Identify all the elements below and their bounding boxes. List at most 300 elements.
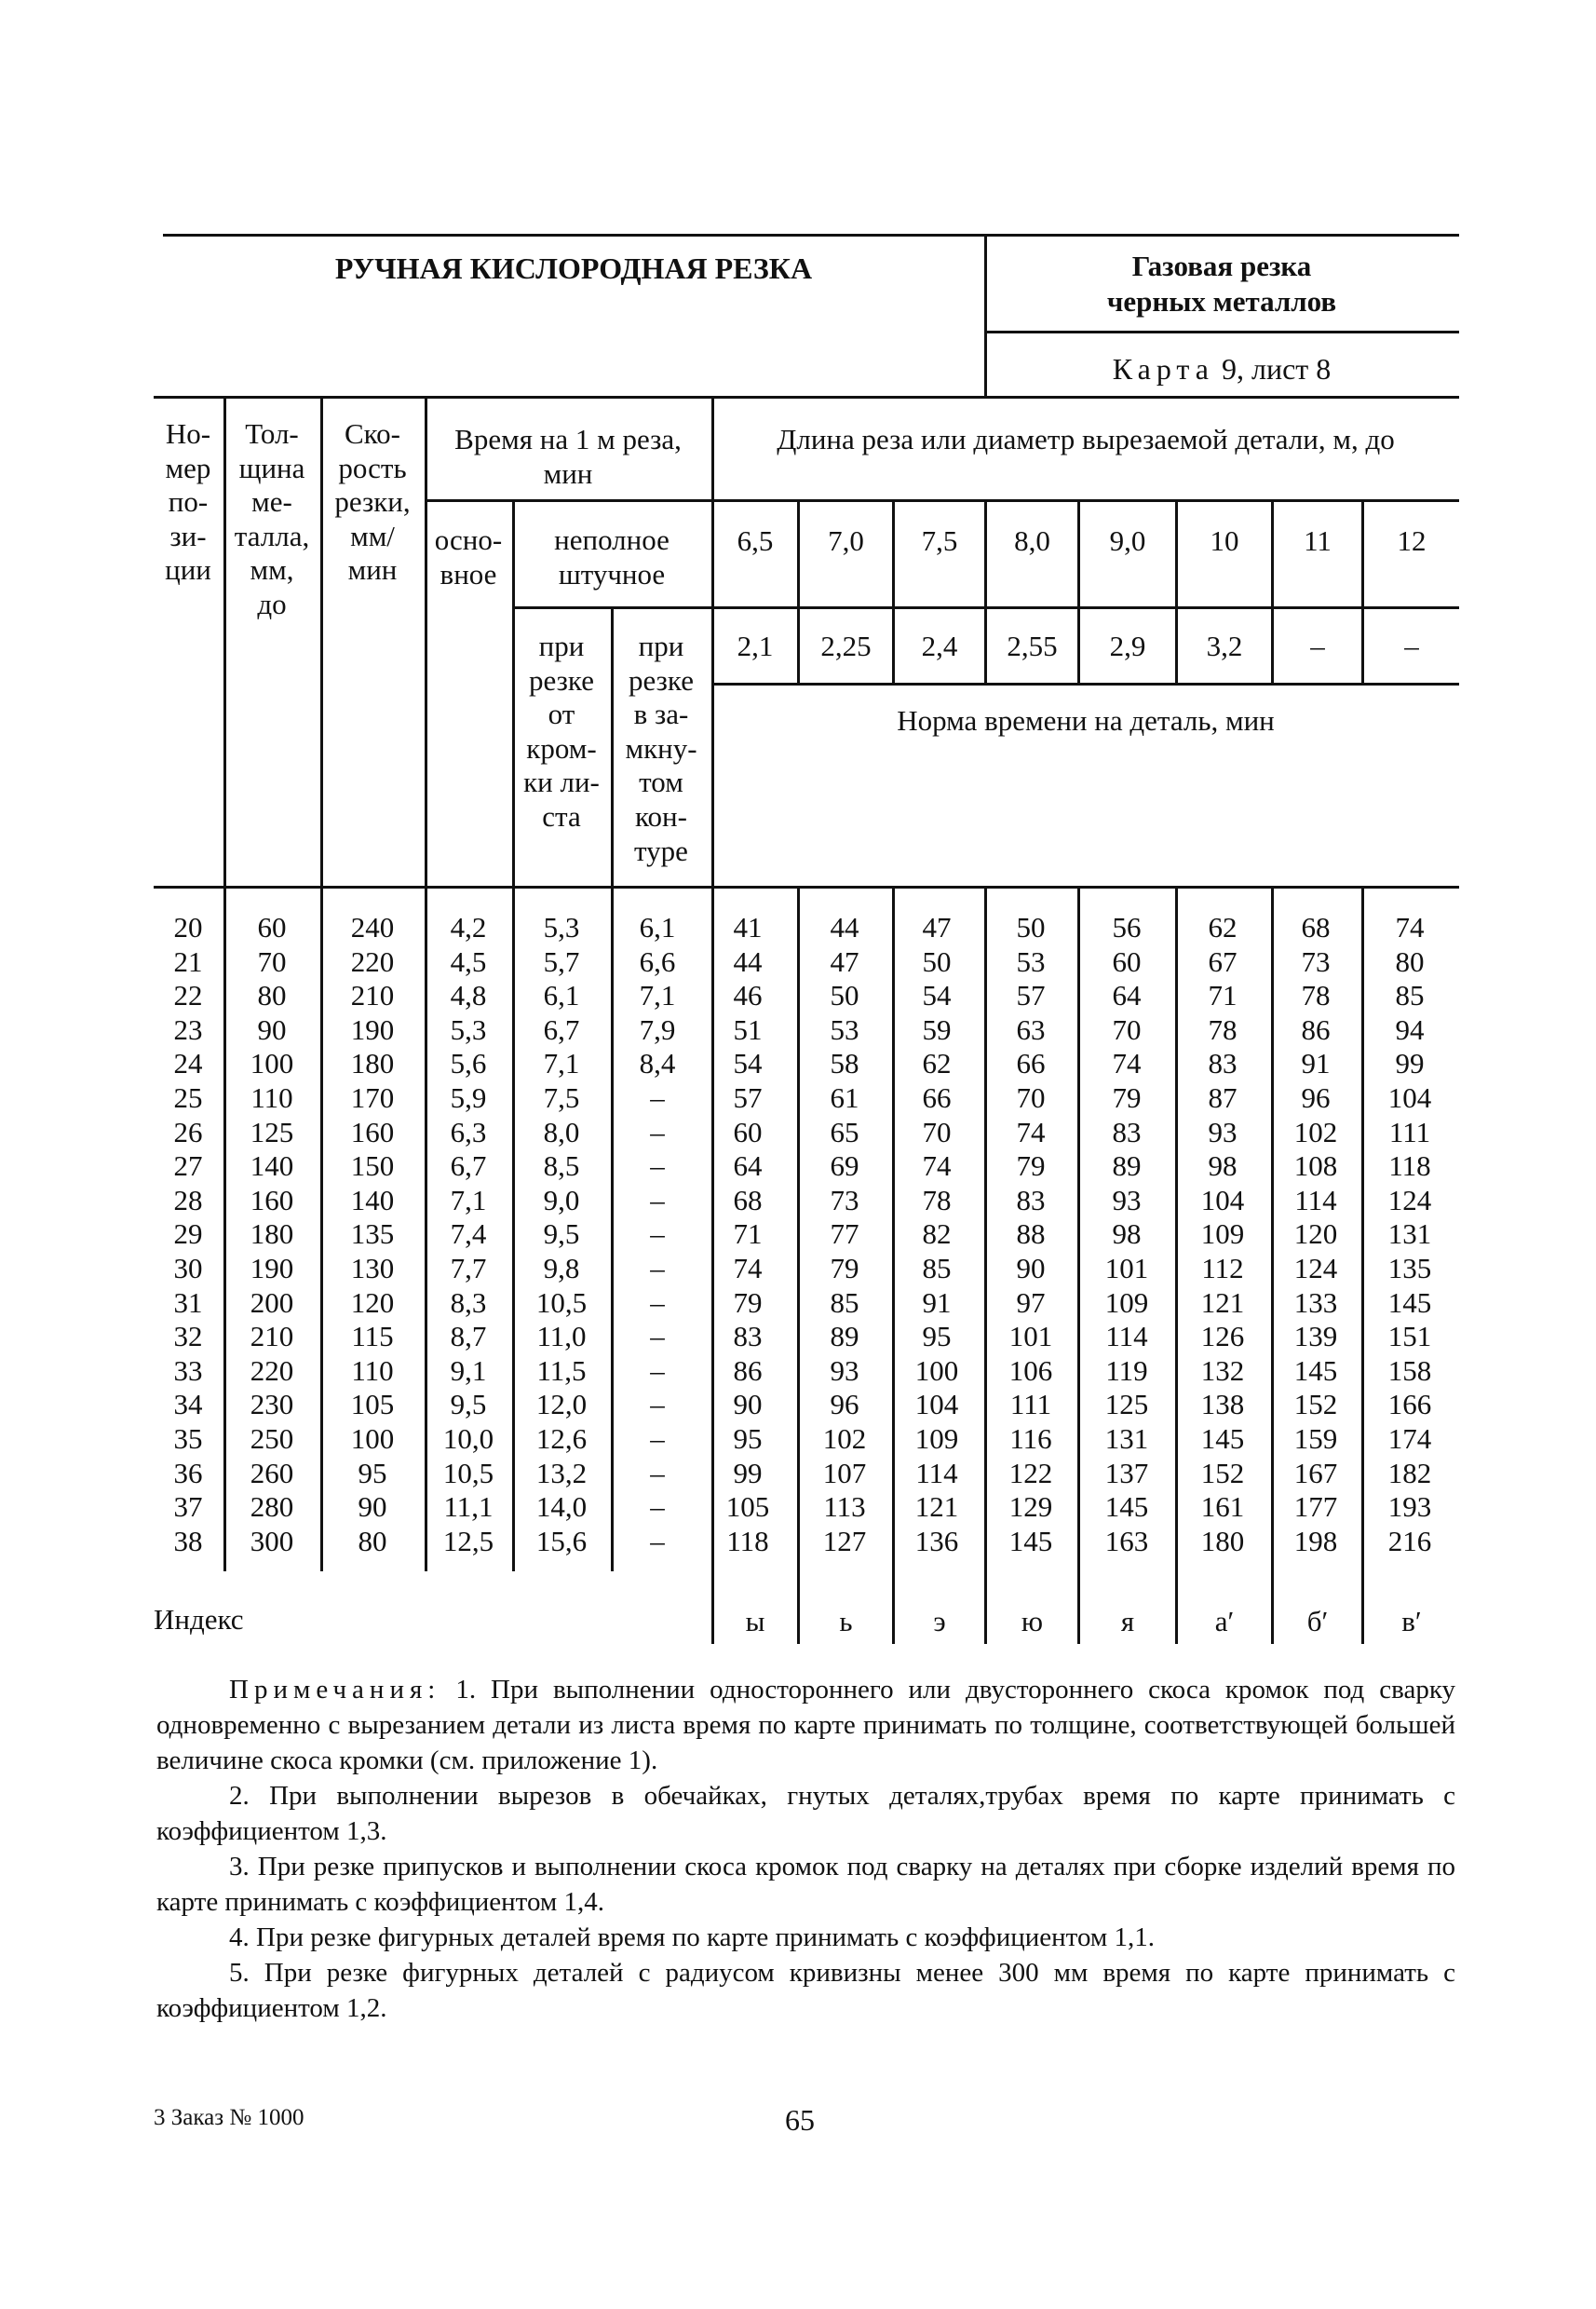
table-cell: 83 [1112, 1115, 1142, 1148]
col-position-line: Но- [165, 417, 211, 450]
table-cell: 193 [1387, 1490, 1432, 1524]
table-cell: 29 [173, 1217, 203, 1251]
table-cell: 250 [250, 1421, 294, 1455]
table-cell: 104 [1387, 1080, 1432, 1114]
table-cell: 133 [1293, 1285, 1338, 1319]
table-cell: 64 [1112, 979, 1142, 1012]
subtitle-line-2: черных металлов [1106, 285, 1337, 318]
table-cell: 170 [350, 1080, 395, 1114]
col-main [426, 911, 510, 1558]
table-cell: 101 [1008, 1320, 1053, 1353]
table-cell: 160 [350, 1115, 395, 1148]
table-cell: 8,4 [639, 1047, 676, 1080]
col-speed-line: рость [338, 451, 407, 484]
table-cell: 109 [914, 1421, 959, 1455]
table-cell: 135 [1387, 1251, 1432, 1284]
page-number: 65 [785, 2103, 815, 2137]
col-closed-line: при [638, 630, 684, 662]
table-cell: 85 [1395, 979, 1425, 1012]
notes [156, 1672, 1455, 2026]
length-cell: 6,5 [737, 524, 774, 557]
table-cell: 120 [350, 1285, 395, 1319]
table-cell: 62 [922, 1047, 952, 1080]
table-cell: 102 [822, 1421, 867, 1455]
index-cell: я [1120, 1605, 1135, 1637]
card-prefix: Карта [1112, 352, 1214, 386]
table-cell: – [650, 1149, 665, 1183]
table-cell: 118 [1388, 1149, 1431, 1183]
table-cell: 111 [1009, 1388, 1052, 1421]
col-time-header [454, 423, 682, 491]
table-cell: 158 [1387, 1353, 1432, 1387]
rule-subtitle [984, 331, 1459, 333]
index-cell: а′ [1214, 1605, 1235, 1637]
table-cell: 74 [733, 1251, 763, 1284]
col-closed-line: том [639, 766, 683, 799]
note-1-text: 1. При выполнении одностороннего или двустороннего скоса кромок под сварку одновременно с вырезанием детали из листа время по карте принимать по толщине, соответствующей большей величине скоса кромки (см. приложение 1). [156, 1675, 1456, 1775]
table-cell: 139 [1293, 1320, 1338, 1353]
col-partial-header [554, 523, 670, 591]
table-cell: 163 [1104, 1524, 1149, 1557]
table-cell: 7,9 [639, 1012, 676, 1046]
table-cell: 15,6 [535, 1524, 588, 1557]
rule-top [163, 234, 1459, 237]
table-cell: 106 [1008, 1353, 1053, 1387]
col-norm-5 [1085, 911, 1169, 1558]
vline-2 [320, 396, 323, 1571]
col-thickness-line: щина [238, 451, 305, 484]
table-cell: 31 [173, 1285, 203, 1319]
table-cell: 138 [1200, 1388, 1245, 1421]
table-cell: 10,5 [442, 1456, 494, 1489]
table-cell: 79 [1016, 1149, 1046, 1183]
table-cell: 110 [351, 1353, 394, 1387]
table-cell: 61 [830, 1080, 859, 1114]
table-cell: 87 [1208, 1080, 1238, 1114]
table-cell: 22 [173, 979, 203, 1012]
table-cell: 145 [1008, 1524, 1053, 1557]
note-5: 5. При резке фигурных деталей с радиусом кривизны менее 300 мм время по карте принимать с коэффициентом 1,2. [156, 1958, 1455, 2023]
table-cell: 71 [733, 1217, 763, 1251]
col-position-line: по- [168, 485, 209, 519]
table-cell: 6,1 [639, 911, 676, 944]
table-cell: 60 [733, 1115, 763, 1148]
note-1 [156, 1672, 1455, 1778]
table-cell: 137 [1104, 1456, 1149, 1489]
table-cell: 85 [922, 1251, 952, 1284]
table-cell: 182 [1387, 1456, 1432, 1489]
table-cell: 69 [830, 1149, 859, 1183]
table-cell: 108 [1293, 1149, 1338, 1183]
vline-4 [512, 499, 515, 1571]
col-closed-line: туре [634, 834, 688, 867]
col-partial-line: штучное [558, 557, 666, 591]
table-cell: – [650, 1421, 665, 1455]
table-cell: 99 [733, 1456, 763, 1489]
table-cell: 98 [1112, 1217, 1142, 1251]
table-cell: 64 [733, 1149, 763, 1183]
table-cell: 7,4 [450, 1217, 487, 1251]
table-cell: 90 [257, 1012, 287, 1046]
table-cell: 83 [1208, 1047, 1238, 1080]
rule-diam-bottom [711, 683, 1459, 686]
table-cell: 91 [1301, 1047, 1331, 1080]
table-cell: 35 [173, 1421, 203, 1455]
col-partial-line: неполное [554, 523, 670, 556]
table-cell: 145 [1293, 1353, 1338, 1387]
diameter-cell: – [1310, 630, 1325, 662]
table-cell: 105 [725, 1490, 770, 1524]
table-cell: 79 [830, 1251, 859, 1284]
table-cell: 124 [1293, 1251, 1338, 1284]
col-main-line: вное [440, 557, 497, 591]
table-cell: 8,7 [450, 1320, 487, 1353]
rule-time-sub [425, 499, 711, 502]
length-cell: 8,0 [1014, 524, 1050, 557]
index-cell: б′ [1306, 1605, 1329, 1637]
table-cell: 70 [922, 1115, 952, 1148]
table-cell: 83 [1016, 1183, 1046, 1216]
table-cell: 177 [1293, 1490, 1338, 1524]
table-cell: 5,3 [450, 1012, 487, 1046]
col-closed [615, 911, 699, 1558]
table-cell: 135 [350, 1217, 395, 1251]
table-cell: 102 [1293, 1115, 1338, 1148]
table-cell: 111 [1388, 1115, 1431, 1148]
table-cell: 280 [250, 1490, 294, 1524]
table-cell: 12,0 [535, 1388, 588, 1421]
table-cell: 115 [351, 1320, 394, 1353]
table-cell: 104 [914, 1388, 959, 1421]
rule-header-bottom [154, 886, 1459, 889]
table-cell: 114 [915, 1456, 958, 1489]
table-cell: 66 [922, 1080, 952, 1114]
table-cell: 83 [733, 1320, 763, 1353]
table-cell: 44 [733, 944, 763, 978]
note-4: 4. При резке фигурных деталей время по карте принимать с коэффициентом 1,1. [229, 1922, 1156, 1952]
table-cell: 60 [1112, 944, 1142, 978]
table-cell: 47 [830, 944, 859, 978]
table-cell: 131 [1387, 1217, 1432, 1251]
table-cell: 9,5 [450, 1388, 487, 1421]
table-cell: 145 [1200, 1421, 1245, 1455]
subtitle-line-1: Газовая резка [1131, 250, 1312, 282]
vline-7b [797, 886, 800, 1644]
table-cell: 124 [1387, 1183, 1432, 1216]
table-cell: – [650, 1251, 665, 1284]
table-cell: 140 [350, 1183, 395, 1216]
col-norm-1 [706, 911, 790, 1558]
table-cell: 98 [1208, 1149, 1238, 1183]
table-cell: 20 [173, 911, 203, 944]
col-edge-line: резке [529, 663, 594, 697]
table-cell: 166 [1387, 1388, 1432, 1421]
vline-5 [611, 606, 614, 1571]
col-thickness-line: до [257, 587, 287, 620]
col-norm-3 [895, 911, 979, 1558]
table-cell: 230 [250, 1388, 294, 1421]
table-cell: 73 [830, 1183, 859, 1216]
table-cell: 4,8 [450, 979, 487, 1012]
table-cell: 79 [733, 1285, 763, 1319]
table-cell: 14,0 [535, 1490, 588, 1524]
table-cell: 136 [914, 1524, 959, 1557]
table-cell: 100 [350, 1421, 395, 1455]
table-cell: 113 [823, 1490, 866, 1524]
table-cell: 85 [830, 1285, 859, 1319]
table-cell: 65 [830, 1115, 859, 1148]
diameter-cell: 2,9 [1109, 630, 1146, 662]
table-cell: 200 [250, 1285, 294, 1319]
table-cell: 68 [1301, 911, 1331, 944]
col-position-header [165, 417, 211, 588]
table-cell: 74 [922, 1149, 952, 1183]
table-cell: 82 [922, 1217, 952, 1251]
col-speed-header [334, 417, 410, 588]
table-cell: 9,1 [450, 1353, 487, 1387]
table-cell: 53 [830, 1012, 859, 1046]
table-cell: 23 [173, 1012, 203, 1046]
norm-label: Норма времени на деталь, мин [897, 704, 1275, 737]
table-cell: 220 [250, 1353, 294, 1387]
vline-11b [1175, 886, 1178, 1644]
diameter-cell: 2,25 [820, 630, 872, 662]
table-cell: 41 [733, 911, 763, 944]
table-cell: 68 [733, 1183, 763, 1216]
diameter-cell: 3,2 [1206, 630, 1243, 662]
table-cell: 56 [1112, 911, 1142, 944]
table-cell: 6,1 [543, 979, 580, 1012]
table-cell: 6,7 [543, 1012, 580, 1046]
table-cell: 7,1 [450, 1183, 487, 1216]
table-cell: 95 [922, 1320, 952, 1353]
table-cell: 8,3 [450, 1285, 487, 1319]
table-cell: 59 [922, 1012, 952, 1046]
index-cell: э [933, 1605, 946, 1637]
table-cell: – [650, 1456, 665, 1489]
col-speed-line: мм/ [350, 519, 395, 552]
table-cell: 130 [350, 1251, 395, 1284]
table-cell: 174 [1387, 1421, 1432, 1455]
table-cell: 74 [1112, 1047, 1142, 1080]
table-cell: 119 [1105, 1353, 1148, 1387]
note-3: 3. При резке припусков и выполнении скоса кромок под сварку на деталях при сборке изделий время по карте принимать с коэффициентом 1,4. [156, 1852, 1455, 1917]
table-cell: 71 [1208, 979, 1238, 1012]
col-time-line: Время на 1 м реза, [454, 423, 682, 455]
table-cell: 94 [1395, 1012, 1425, 1046]
table-cell: 6,6 [639, 944, 676, 978]
index-label: Индекс [154, 1603, 244, 1636]
table-cell: 127 [822, 1524, 867, 1557]
table-cell: 12,6 [535, 1421, 588, 1455]
table-cell: 180 [250, 1217, 294, 1251]
table-cell: 7,1 [639, 979, 676, 1012]
table-cell: 34 [173, 1388, 203, 1421]
table-cell: 93 [830, 1353, 859, 1387]
table-cell: 126 [1200, 1320, 1245, 1353]
table-cell: – [650, 1353, 665, 1387]
table-cell: 9,0 [543, 1183, 580, 1216]
table-cell: 57 [733, 1080, 763, 1114]
col-thickness-line: мм, [250, 553, 294, 587]
index-cell: в′ [1401, 1605, 1422, 1637]
diameter-cell: – [1404, 630, 1419, 662]
table-cell: 120 [1293, 1217, 1338, 1251]
card-number: 9, лист 8 [1222, 352, 1332, 386]
table-cell: 114 [1105, 1320, 1148, 1353]
col-closed-line: резке [629, 663, 694, 697]
table-cell: 104 [1200, 1183, 1245, 1216]
length-header: Длина реза или диаметр вырезаемой детали, м, до [777, 423, 1395, 455]
table-cell: 67 [1208, 944, 1238, 978]
table-cell: 125 [250, 1115, 294, 1148]
col-position-line: зи- [169, 519, 207, 552]
table-cell: 121 [914, 1490, 959, 1524]
table-cell: 190 [250, 1251, 294, 1284]
rule-lengths-top [711, 499, 1459, 502]
col-edge-header [523, 630, 600, 835]
table-cell: 93 [1208, 1115, 1238, 1148]
table-cell: 100 [250, 1047, 294, 1080]
length-cell: 10 [1210, 524, 1239, 557]
table-cell: 150 [350, 1149, 395, 1183]
table-cell: 13,2 [535, 1456, 588, 1489]
col-main-header [435, 523, 502, 591]
table-cell: 44 [830, 911, 859, 944]
col-speed-line: Ско- [344, 417, 400, 450]
diameter-cell: 2,4 [921, 630, 958, 662]
table-cell: 12,5 [442, 1524, 494, 1557]
table-cell: 145 [1104, 1490, 1149, 1524]
table-cell: 6,7 [450, 1149, 487, 1183]
length-cell: 7,0 [828, 524, 864, 557]
card-label [984, 352, 1459, 386]
table-cell: 118 [726, 1524, 769, 1557]
table-cell: 70 [257, 944, 287, 978]
order-number: 3 Заказ № 1000 [154, 2105, 304, 2130]
table-cell: 78 [1301, 979, 1331, 1012]
col-thickness-line: ме- [251, 485, 292, 519]
table-cell: 101 [1104, 1251, 1149, 1284]
table-cell: 116 [1009, 1421, 1052, 1455]
col-edge-line: кром- [526, 731, 597, 765]
table-cell: 38 [173, 1524, 203, 1557]
table-cell: 60 [257, 911, 287, 944]
table-cell: – [650, 1285, 665, 1319]
table-cell: – [650, 1115, 665, 1148]
table-cell: 57 [1016, 979, 1046, 1012]
table-cell: 145 [1387, 1285, 1432, 1319]
table-cell: 79 [1112, 1080, 1142, 1114]
table-cell: 32 [173, 1320, 203, 1353]
table-cell: 70 [1016, 1080, 1046, 1114]
col-closed-header [625, 630, 697, 868]
table-cell: 54 [733, 1047, 763, 1080]
table-cell: – [650, 1183, 665, 1216]
table-cell: 33 [173, 1353, 203, 1387]
table-cell: 11,1 [443, 1490, 494, 1524]
col-thickness [230, 911, 314, 1558]
table-cell: 180 [350, 1047, 395, 1080]
table-cell: 8,0 [543, 1115, 580, 1148]
index-cell: ы [745, 1605, 765, 1637]
table-cell: 300 [250, 1524, 294, 1557]
col-position-line: мер [165, 451, 211, 484]
table-cell: 5,6 [450, 1047, 487, 1080]
table-cell: 80 [358, 1524, 387, 1557]
col-edge-line: при [538, 630, 585, 662]
table-cell: 63 [1016, 1012, 1046, 1046]
table-cell: 58 [830, 1047, 859, 1080]
col-position-line: ции [165, 553, 211, 587]
table-cell: 89 [1112, 1149, 1142, 1183]
table-cell: 90 [1016, 1251, 1046, 1284]
table-cell: 50 [922, 944, 952, 978]
index-cell: ю [1021, 1605, 1044, 1637]
table-cell: 110 [250, 1080, 293, 1114]
table-cell: 100 [914, 1353, 959, 1387]
table-cell: 25 [173, 1080, 203, 1114]
table-cell: 112 [1201, 1251, 1244, 1284]
table-cell: – [650, 1217, 665, 1251]
table-cell: 7,1 [543, 1047, 580, 1080]
table-cell: 74 [1395, 911, 1425, 944]
table-cell: 53 [1016, 944, 1046, 978]
page-title: РУЧНАЯ КИСЛОРОДНАЯ РЕЗКА [334, 251, 813, 285]
table-cell: 152 [1200, 1456, 1245, 1489]
table-cell: 30 [173, 1251, 203, 1284]
col-main-line: осно- [434, 523, 503, 556]
col-edge-line: ста [542, 799, 581, 833]
table-cell: 96 [830, 1388, 859, 1421]
table-cell: 96 [1301, 1080, 1331, 1114]
table-cell: 109 [1200, 1217, 1245, 1251]
diameter-cell: 2,55 [1007, 630, 1058, 662]
table-cell: 114 [1294, 1183, 1337, 1216]
table-cell: 9,8 [543, 1251, 580, 1284]
table-cell: 90 [733, 1388, 763, 1421]
table-cell: 27 [173, 1149, 203, 1183]
col-speed-line: резки, [334, 485, 411, 519]
col-time-line: мин [543, 456, 593, 490]
table-cell: 180 [1200, 1524, 1245, 1557]
table-cell: 151 [1387, 1320, 1432, 1353]
length-cell: 7,5 [921, 524, 958, 557]
table-cell: 11,0 [536, 1320, 587, 1353]
table-cell: 37 [173, 1490, 203, 1524]
table-cell: 88 [1016, 1217, 1046, 1251]
vline-9b [984, 886, 987, 1644]
notes-heading: Примечания: [229, 1675, 441, 1705]
table-cell: – [650, 1524, 665, 1557]
col-edge-line: от [548, 698, 575, 731]
col-edge [520, 911, 603, 1558]
table-cell: 73 [1301, 944, 1331, 978]
col-thickness-header [235, 417, 309, 622]
table-cell: 131 [1104, 1421, 1149, 1455]
table-cell: 80 [1395, 944, 1425, 978]
table-cell: 210 [250, 1320, 294, 1353]
table-cell: 220 [350, 944, 395, 978]
table-cell: 46 [733, 979, 763, 1012]
table-cell: 86 [733, 1353, 763, 1387]
note-2: 2. При выполнении вырезов в обечайках, гнутых деталях,трубах время по карте принимать с коэффициентом 1,3. [156, 1781, 1455, 1846]
table-cell: 26 [173, 1115, 203, 1148]
table-cell: 122 [1008, 1456, 1053, 1489]
table-cell: 99 [1395, 1047, 1425, 1080]
table-cell: 80 [257, 979, 287, 1012]
col-thickness-line: талла, [234, 519, 310, 552]
